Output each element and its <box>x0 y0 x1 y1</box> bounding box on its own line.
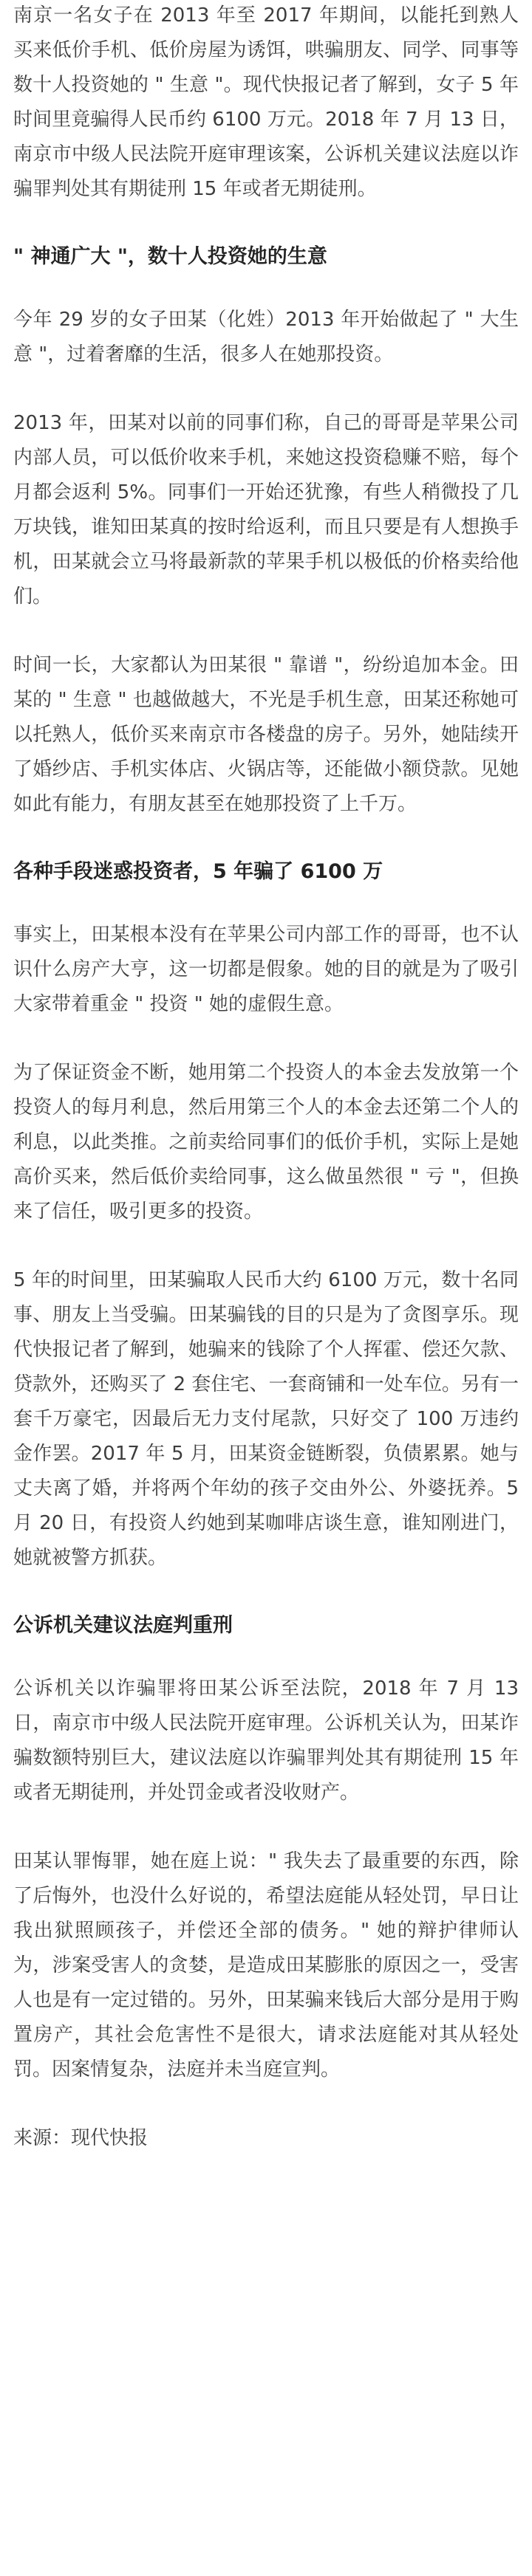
section-heading-3: 公诉机关建议法庭判重刑 <box>13 1614 233 1637</box>
intro-paragraph: 南京一名女子在 2013 年至 2017 年期间，以能托到熟人买来低价手机、低价房屋为诱饵，哄骗朋友、同学、同事等数十人投资她的 " 生意 "。现代快报记者了解到，女子 5 年时间里竟骗得人民币约 6100 万元。2018 年 7 月 13 日，南京市中级人民法院开庭审理该案，公诉机关建议法庭以诈骗罪判处其有期徒刑 15 年或者无期徒刑。 <box>13 4 519 200</box>
section-2-paragraph-3: 5 年的时间里，田某骗取人民币大约 6100 万元，数十名同事、朋友上当受骗。田某骗钱的目的只是为了贪图享乐。现代快报记者了解到，她骗来的钱除了个人挥霍、偿还欠款、贷款外，还购买了 2 套住宅、一套商铺和一处车位。另有一套千万豪宅，因最后无力支付尾款，只好交了 100 万违约金作罢。2017 年 5 月，田某资金链断裂，负债累累。她与丈夫离了婚，并将两个年幼的孩子交由外公、外婆抚养。5 月 20 日，有投资人约她到某咖啡店谈生意，谁知刚进门，她就被警方抓获。 <box>13 1269 519 1569</box>
section-heading-2: 各种手段迷惑投资者，5 年骗了 6100 万 <box>13 860 383 883</box>
section-1-paragraph-3: 时间一长，大家都认为田某很 " 靠谱 "，纷纷追加本金。田某的 " 生意 " 也越做越大，不光是手机生意，田某还称她可以托熟人，低价买来南京市各楼盘的房子。另外，她陆续开了婚纱店、手机实体店、火锅店等，还能做小额贷款。见她如此有能力，有朋友甚至在她那投资了上千万。 <box>13 654 519 815</box>
section-heading-1: " 神通广大 "，数十人投资她的生意 <box>13 245 327 268</box>
section-1-paragraph-1: 今年 29 岁的女子田某（化姓）2013 年开始做起了 " 大生意 "，过着奢靡的生活，很多人在她那投资。 <box>13 309 519 365</box>
section-3-paragraph-2: 田某认罪悔罪，她在庭上说：" 我失去了最重要的东西，除了后悔外，也没什么好说的，希望法庭能从轻处罚，早日让我出狱照顾孩子，并偿还全部的债务。" 她的辩护律师认为，涉案受害人的贪婪，是造成田某膨胀的原因之一，受害人也是有一定过错的。另外，田某骗来钱后大部分是用于购置房产，其社会危害性不是很大，请求法庭能对其从轻处罚。因案情复杂，法庭并未当庭宣判。 <box>13 1850 519 2081</box>
section-2-paragraph-1: 事实上，田某根本没有在苹果公司内部工作的哥哥，也不认识什么房产大亨，这一切都是假象。她的目的就是为了吸引大家带着重金 " 投资 " 她的虚假生意。 <box>13 924 519 1015</box>
source-attribution: 来源：现代快报 <box>13 2127 149 2149</box>
section-2-paragraph-2: 为了保证资金不断，她用第二个投资人的本金去发放第一个投资人的每月利息，然后用第三个人的本金去还第二个人的利息，以此类推。之前卖给同事们的低价手机，实际上是她高价买来，然后低价卖给同事，这么做虽然很 " 亏 "，但换来了信任，吸引更多的投资。 <box>13 1062 519 1223</box>
section-1-paragraph-2: 2013 年，田某对以前的同事们称，自己的哥哥是苹果公司内部人员，可以低价收来手机，来她这投资稳赚不赔，每个月都会返利 5%。同事们一开始还犹豫，有些人稍微投了几万块钱，谁知田某真的按时给返利，而且只要是有人想换手机，田某就会立马将最新款的苹果手机以极低的价格卖给他们。 <box>13 412 519 608</box>
section-3-paragraph-1: 公诉机关以诈骗罪将田某公诉至法院，2018 年 7 月 13 日，南京市中级人民法院开庭审理。公诉机关认为，田某诈骗数额特别巨大，建议法庭以诈骗罪判处其有期徒刑 15 年或者无期徒刑，并处罚金或者没收财产。 <box>13 1677 519 1804</box>
